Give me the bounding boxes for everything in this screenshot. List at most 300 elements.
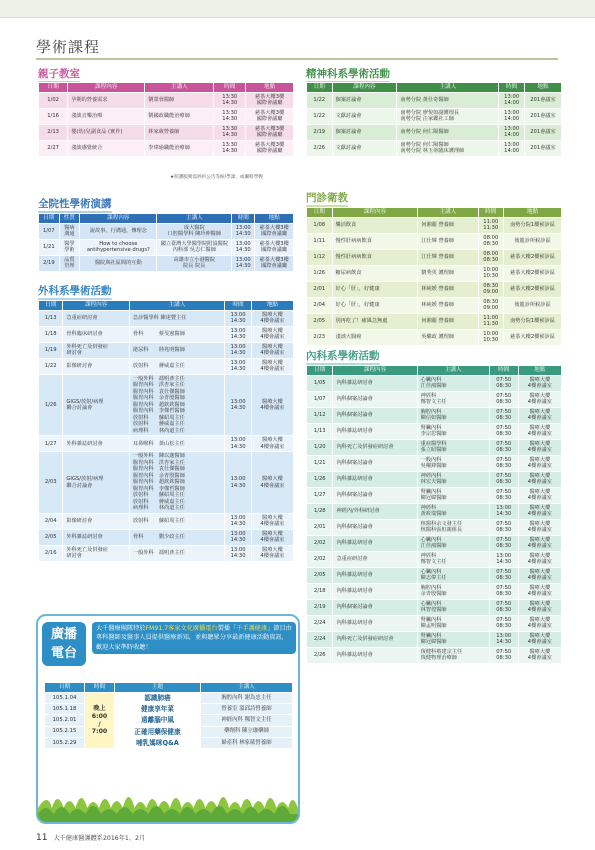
neike-cell: 胸腔內科 陳信如醫師 <box>417 407 489 423</box>
quanyuan-cell: 醫病 溝通 <box>59 223 80 239</box>
qinzi-cell: 劉榮蓉醫師 <box>145 92 214 108</box>
radio-date: 105.1.04 <box>45 692 85 703</box>
table-row <box>307 313 562 329</box>
menzhen-cell: 11:00 11:30 <box>478 313 504 329</box>
menzhen-cell: 劉秀英 護理師 <box>418 265 478 281</box>
waike-cell: 13:00 14:30 <box>225 436 252 452</box>
waike-cell: 醫療大樓 4樓會議室 <box>251 529 293 545</box>
jingshen-cell: 文獻討論會 <box>332 108 397 124</box>
neike-header-0: 日期 <box>307 366 333 376</box>
radio-header-date: 日期 <box>45 683 85 693</box>
quanyuan-cell: How to choose antihypertensive drugs? <box>80 239 157 255</box>
jingshen-header-2: 主講人 <box>397 83 499 93</box>
radio-logo-text: 廣播 電台 <box>50 627 77 661</box>
jingshen-cell: 13:00 14:00 <box>499 92 525 108</box>
qinzi-header-2: 主講人 <box>145 83 214 93</box>
section-title-jingshen: 精神科系學術活動 <box>306 68 390 81</box>
qinzi-cell: 慈茶大樓3樓 國際會議廳 <box>246 108 294 124</box>
qinzi-cell: 慈茶大樓3樓 國際會議廳 <box>246 92 294 108</box>
table-row <box>307 631 562 647</box>
waike-cell: GIGS/放射/病理 聯合討論會 <box>63 452 130 514</box>
quanyuan-header-5: 地點 <box>255 214 294 224</box>
radio-topic: 哺乳媽咪Q&A <box>115 737 201 748</box>
jingshen-cell: 13:00 14:00 <box>499 140 525 156</box>
table-row <box>39 374 294 436</box>
neike-cell: 2/18 <box>307 583 333 599</box>
table-row <box>39 140 294 156</box>
waike-cell: 放射科 蘇紹周主任 <box>129 513 224 529</box>
neike-cell: 1/12 <box>307 407 333 423</box>
neike-cell: 1/28 <box>307 503 333 519</box>
table-row <box>307 92 562 108</box>
neike-cell: 醫療大樓 4樓會議室 <box>518 455 561 471</box>
quanyuan-cell: 1/07 <box>39 223 60 239</box>
table-row <box>307 140 562 156</box>
table-row <box>39 108 294 124</box>
qinzi-cell: 慈茶大樓3樓 國際會議廳 <box>246 140 294 156</box>
neike-cell: 07:50 08:30 <box>489 535 518 551</box>
menzhen-cell: 1/26 <box>307 265 333 281</box>
quanyuan-cell: 醫院與社區間的互動 <box>80 255 157 271</box>
quanyuan-cell: 慈茶大樓3樓 國際會議廳 <box>255 223 294 239</box>
neike-cell: 心臟內科 林智徨醫師 <box>417 599 489 615</box>
waike-table <box>38 300 294 562</box>
neike-cell: 1/13 <box>307 423 333 439</box>
jingshen-cell: 201會議室 <box>524 108 561 124</box>
neike-cell: 胸腔內科 余青殷醫師 <box>417 583 489 599</box>
qinzi-cell: 淺談音樂治療 <box>68 108 145 124</box>
qinzi-cell: 2/13 <box>39 124 68 140</box>
neike-cell: 內科死亡及併發症研討會 <box>333 631 417 647</box>
neike-cell: 1/20 <box>307 439 333 455</box>
jingshen-cell: 201會議室 <box>524 92 561 108</box>
menzhen-cell: 江仕輝 營養師 <box>418 249 478 265</box>
waike-cell: 1/26 <box>39 374 63 436</box>
waike-cell: 一般外科 陳以迦醫師 腸胃內科 洪杏家主任 腸胃內科 袁仕傑醫師 腸胃內科 余青殷醫師 腸胃內科 趙欽欽醫師 腸胃內科 李傑哲醫師 放射科 蘇紹周主任 放射科 蔣威嘉主任 病理科 林尚道主任 <box>129 452 224 514</box>
waike-cell: 1/27 <box>39 436 63 452</box>
neike-cell: 1/05 <box>307 375 333 391</box>
neike-cell: 07:50 08:30 <box>489 439 518 455</box>
neike-cell: 醫療大樓 4樓會議室 <box>518 583 561 599</box>
qinzi-header-4: 地點 <box>246 83 294 93</box>
neike-header-3: 時間 <box>489 366 518 376</box>
radio-topic: 健康享年菜 <box>115 704 201 715</box>
radio-intro-text-2: 製播「 <box>217 625 237 632</box>
qinzi-cell: 慈茶大樓3樓 國際會議廳 <box>246 124 294 140</box>
section-title-qinzi: 親子教室 <box>38 68 80 81</box>
quanyuan-cell: 高雄市立小港醫院 院長 院長 <box>157 255 232 271</box>
waike-cell: 1/22 <box>39 358 63 374</box>
neike-cell: 13:00 14:30 <box>489 503 518 519</box>
table-row <box>307 551 562 567</box>
neike-table <box>306 365 562 664</box>
quanyuan-header-3: 主講人 <box>157 214 232 224</box>
quanyuan-cell: 品質 管理 <box>59 255 80 271</box>
qinzi-cell: 淺談感覺統合 <box>68 140 145 156</box>
jingshen-cell: 1/22 <box>307 108 333 124</box>
neike-cell: 內科雜誌研討會 <box>333 647 417 663</box>
qinzi-cell: 13:30 14:30 <box>214 108 246 124</box>
table-row <box>307 407 562 423</box>
neike-cell: 醫療大樓 4樓會議室 <box>518 615 561 631</box>
menzhen-cell: 08:00 08:30 <box>478 233 504 249</box>
neike-cell: 內科雜誌研討會 <box>333 471 417 487</box>
neike-cell: 醫療大樓 4樓會議室 <box>518 535 561 551</box>
jingshen-cell: 南勢分院 廖悅如副護理長 南勢分院 汪家鑑社工師 <box>397 108 499 124</box>
title-rule <box>36 58 558 60</box>
neike-cell: 1/27 <box>307 487 333 503</box>
menzhen-cell: 慢性肝病病飲食 <box>332 249 418 265</box>
radio-program-name: 千手護健康 <box>236 625 268 632</box>
menzhen-cell: 1/08 <box>307 217 333 233</box>
jingshen-cell: 13:00 14:00 <box>499 108 525 124</box>
qinzi-note: ★照護服務需經約公告等候/學課，或聯絡學輕 <box>170 175 263 180</box>
neike-cell: 07:50 08:30 <box>489 615 518 631</box>
quanyuan-cell: 說故事，行溝通，傳理念 <box>80 223 157 239</box>
menzhen-cell: 慈茶大樓2樓候診區 <box>504 329 562 345</box>
table-row <box>39 452 294 514</box>
jingshen-cell: 個案討論會 <box>332 92 397 108</box>
neike-cell: 腎臟內科 陳冠緯醫師 <box>417 631 489 647</box>
jingshen-cell: 南勢分院 何仁陽醫師 南勢分院 林玉蒂臨床護理師 <box>397 140 499 156</box>
table-row <box>45 715 293 726</box>
waike-cell: 骨科 蔡旻憲醫師 <box>129 326 224 342</box>
section-title-menzhen: 門診衛教 <box>306 192 348 205</box>
radio-program-box <box>36 614 300 824</box>
table-row <box>39 436 294 452</box>
neike-cell: 07:50 08:30 <box>489 407 518 423</box>
table-row <box>39 310 294 326</box>
jingshen-cell: 201會議室 <box>524 124 561 140</box>
neike-header-2: 主講人 <box>417 366 489 376</box>
quanyuan-header-2: 課程內容 <box>80 214 157 224</box>
table-row <box>307 391 562 407</box>
neike-cell: 2/19 <box>307 599 333 615</box>
quanyuan-cell: 13:00 14:30 <box>232 239 255 255</box>
neike-cell: 2/02 <box>307 535 333 551</box>
neike-cell: 2/26 <box>307 647 333 663</box>
neike-cell: 醫療大樓 4樓會議室 <box>518 519 561 535</box>
waike-cell: 急重症研討會 <box>63 310 130 326</box>
neike-cell: 1/21 <box>307 455 333 471</box>
table-row <box>39 239 294 255</box>
neike-cell: 腎臟內科 陳冠緯醫師 <box>417 487 489 503</box>
neike-cell: 內科個案討論會 <box>333 487 417 503</box>
menzhen-cell: 慈茶大樓2樓候診區 <box>504 265 562 281</box>
waike-cell: 13:00 14:30 <box>225 513 252 529</box>
jingshen-table <box>306 82 562 157</box>
jingshen-header-4: 地點 <box>524 83 561 93</box>
neike-cell: 內科雜誌研討會 <box>333 615 417 631</box>
menzhen-cell: 何湘麗 營養師 <box>418 313 478 329</box>
table-row <box>39 124 294 140</box>
page-number: 11 <box>36 833 48 843</box>
jingshen-header-0: 日期 <box>307 83 333 93</box>
menzhen-cell: 08:30 09:00 <box>478 281 504 297</box>
grass-decoration <box>38 786 298 822</box>
qinzi-cell: 13:30 14:30 <box>214 140 246 156</box>
neike-cell: 一般內科 吳曜鋒醫師 <box>417 455 489 471</box>
menzhen-cell: 林純媛 營養師 <box>418 297 478 313</box>
neike-cell: 醫療大樓 4樓會議室 <box>518 439 561 455</box>
table-row <box>307 519 562 535</box>
radio-date: 105.1.18 <box>45 704 85 715</box>
waike-cell: 醫療大樓 4樓會議室 <box>251 358 293 374</box>
jingshen-cell: 201會議室 <box>524 140 561 156</box>
radio-topic: 正確用藥保健康 <box>115 726 201 737</box>
waike-cell: GIGS/放射/病理 聯合討論會 <box>63 374 130 436</box>
waike-cell: 醫療大樓 4樓會議室 <box>251 452 293 514</box>
radio-header-speaker: 主講人 <box>201 683 293 693</box>
qinzi-cell: 1/02 <box>39 92 68 108</box>
menzhen-cell: 2/04 <box>307 297 333 313</box>
waike-cell: 1/19 <box>39 342 63 358</box>
radio-intro <box>92 622 296 654</box>
menzhen-header-0: 日期 <box>307 208 333 218</box>
qinzi-cell: 13:30 14:30 <box>214 124 246 140</box>
qinzi-cell: 13:30 14:30 <box>214 92 246 108</box>
neike-cell: 13:00 14:30 <box>489 551 518 567</box>
menzhen-cell: 淺談大腸癌 <box>332 329 418 345</box>
neike-cell: 核醫科余文發主任 核醫科張桓親組長 <box>417 519 489 535</box>
neike-cell: 醫療大樓 4樓會議室 <box>518 375 561 391</box>
neike-cell: 內科雜誌研討會 <box>333 567 417 583</box>
menzhen-table <box>306 207 562 346</box>
menzhen-cell: 慈茶大樓2樓候診區 <box>504 281 562 297</box>
waike-cell: 2/03 <box>39 452 63 514</box>
waike-cell: 醫療大樓 4樓會議室 <box>251 513 293 529</box>
menzhen-cell: 慢性肝病病飲食 <box>332 233 418 249</box>
radio-speaker: 藥劑科 陳立珈藥師 <box>201 726 293 737</box>
waike-cell: 放射科 蔣威嘉主任 <box>129 358 224 374</box>
table-row <box>307 329 562 345</box>
quanyuan-header-4: 時間 <box>232 214 255 224</box>
neike-cell: 2/24 <box>307 631 333 647</box>
neike-cell: 07:50 08:30 <box>489 471 518 487</box>
qinzi-cell: 林家葳營養師 <box>145 124 214 140</box>
waike-cell: 13:00 14:30 <box>225 358 252 374</box>
neike-cell: 醫療大樓 4樓會議室 <box>518 471 561 487</box>
quanyuan-cell: 國立臺灣大學醫學院附設醫院 內科部 吳志仁醫師 <box>157 239 232 255</box>
waike-cell: 耳鼻喉科 黃山松主任 <box>129 436 224 452</box>
neike-cell: 重症醫學科 張立昭醫師 <box>417 439 489 455</box>
menzhen-cell: 11:00 11:30 <box>478 217 504 233</box>
menzhen-cell: 10:00 10:30 <box>478 265 504 281</box>
waike-cell: 醫療大樓 4樓會議室 <box>251 545 293 561</box>
menzhen-cell: 後龍診所候診區 <box>504 233 562 249</box>
jingshen-cell: 13:00 14:00 <box>499 124 525 140</box>
table-row <box>307 647 562 663</box>
radio-speaker: 營養室 溫邱詩營養師 <box>201 704 293 715</box>
menzhen-cell: 08:00 08:30 <box>478 249 504 265</box>
radio-time: 晚上 6:00 / 7:00 <box>85 692 115 748</box>
waike-cell: 醫療大樓 4樓會議室 <box>251 342 293 358</box>
table-row <box>307 439 562 455</box>
qinzi-cell: 劉國政職能治療師 <box>145 108 214 124</box>
menzhen-header-4: 地點 <box>504 208 562 218</box>
waike-cell: 13:00 14:30 <box>225 452 252 514</box>
neike-cell: 急重症研討會 <box>333 551 417 567</box>
table-row <box>307 487 562 503</box>
quanyuan-header-1: 性質 <box>59 214 80 224</box>
quanyuan-cell: 2/19 <box>39 255 60 271</box>
jingshen-cell: 文獻討論會 <box>332 140 397 156</box>
neike-cell: 內科個案討論會 <box>333 391 417 407</box>
waike-cell: 外科雜誌研討會 <box>63 529 130 545</box>
quanyuan-cell: 慈茶大樓3樓 國際會議廳 <box>255 255 294 271</box>
menzhen-cell: 好心「肝」，好健康 <box>332 297 418 313</box>
waike-cell: 1/18 <box>39 326 63 342</box>
table-row <box>307 567 562 583</box>
menzhen-cell: 糖尿病飲食 <box>332 265 418 281</box>
waike-cell: 外科雜誌研討會 <box>63 436 130 452</box>
neike-cell: 07:50 08:30 <box>489 455 518 471</box>
waike-cell: 13:00 14:30 <box>225 326 252 342</box>
radio-station-name: FM91.7客家文化廣播電台 <box>145 625 218 632</box>
quanyuan-cell: 13:00 14:30 <box>232 255 255 271</box>
table-row <box>307 297 562 313</box>
neike-cell: 醫療大樓 4樓會議室 <box>518 391 561 407</box>
neike-cell: 07:50 08:30 <box>489 567 518 583</box>
radio-date: 105.2.01 <box>45 715 85 726</box>
neike-cell: 醫療大樓 4樓會議室 <box>518 487 561 503</box>
neike-cell: 醫療大樓 4樓會議室 <box>518 503 561 519</box>
table-row <box>307 281 562 297</box>
waike-cell: 2/05 <box>39 529 63 545</box>
neike-cell: 1/07 <box>307 391 333 407</box>
neike-cell: 神經內/外科研討會 <box>333 503 417 519</box>
radio-speaker: 神經內科 鄭智文主任 <box>201 715 293 726</box>
waike-cell: 骨科 劉少政主任 <box>129 529 224 545</box>
neike-cell: 內科個案討論會 <box>333 455 417 471</box>
neike-cell: 2/05 <box>307 567 333 583</box>
neike-cell: 心臟內科 陳志偉主任 <box>417 567 489 583</box>
waike-cell: 醫療大樓 4樓會議室 <box>251 310 293 326</box>
waike-cell: 13:00 14:30 <box>225 529 252 545</box>
waike-cell: 醫療大樓 4樓會議室 <box>251 374 293 436</box>
neike-header-4: 地點 <box>518 366 561 376</box>
neike-cell: 神經內科 林宏夫醫師 <box>417 471 489 487</box>
table-row <box>39 326 294 342</box>
waike-cell: 1/13 <box>39 310 63 326</box>
neike-cell: 07:50 08:30 <box>489 599 518 615</box>
neike-cell: 2/02 <box>307 551 333 567</box>
waike-cell: 外科死亡及併發症 研討會 <box>63 342 130 358</box>
waike-header-2: 主講人 <box>129 301 224 311</box>
neike-cell: 醫療大樓 4樓會議室 <box>518 551 561 567</box>
table-row <box>39 529 294 545</box>
menzhen-cell: 樂活飲食 <box>332 217 418 233</box>
waike-cell: 一般外科 馮明彥主任 <box>129 545 224 561</box>
header-band <box>0 0 595 18</box>
neike-cell: 內科死亡及併發症研討會 <box>333 439 417 455</box>
neike-cell: 心臟內科 江佳鴻醫師 <box>417 375 489 391</box>
table-row <box>307 108 562 124</box>
table-row <box>307 615 562 631</box>
table-row <box>307 471 562 487</box>
neike-cell: 內科雜誌研討會 <box>333 375 417 391</box>
waike-cell: 13:00 14:30 <box>225 374 252 436</box>
neike-cell: 內科個案討論會 <box>333 519 417 535</box>
neike-cell: 07:50 08:30 <box>489 423 518 439</box>
neike-cell: 醫療大樓 4樓會議室 <box>518 647 561 663</box>
radio-speaker: 婦產科 林家葳營養師 <box>201 737 293 748</box>
table-row <box>307 599 562 615</box>
menzhen-cell: 1/12 <box>307 249 333 265</box>
table-row <box>307 455 562 471</box>
table-row <box>45 704 293 715</box>
neike-cell: 醫療大樓 4樓會議室 <box>518 407 561 423</box>
menzhen-cell: 2/23 <box>307 329 333 345</box>
section-title-quanyuan: 全院性學術演講 <box>38 198 112 211</box>
waike-cell: 13:00 14:30 <box>225 310 252 326</box>
menzhen-cell: 林純媛 營養師 <box>418 281 478 297</box>
table-row <box>307 217 562 233</box>
radio-speaker: 胸腔內科 謝為忠主任 <box>201 692 293 703</box>
neike-cell: 07:50 08:30 <box>489 487 518 503</box>
footer-text: 大千健康醫護體系2016年1、2月 <box>53 835 146 842</box>
table-row <box>307 503 562 519</box>
jingshen-cell: 1/22 <box>307 92 333 108</box>
table-row <box>39 92 294 108</box>
menzhen-cell: 好心「肝」，好健康 <box>332 281 418 297</box>
menzhen-header-3: 時間 <box>478 208 504 218</box>
waike-header-1: 課程內容 <box>63 301 130 311</box>
table-row <box>307 265 562 281</box>
table-row <box>307 535 562 551</box>
radio-intro-text-1: 大千醫療團隊特於 <box>96 625 146 632</box>
table-row <box>307 583 562 599</box>
page-title: 學術課程 <box>36 38 101 56</box>
neike-cell: 醫療大樓 4樓會議室 <box>518 599 561 615</box>
menzhen-cell: 慈茶大樓2樓候診區 <box>504 249 562 265</box>
neike-cell: 2/01 <box>307 519 333 535</box>
neike-cell: 內科個案討論會 <box>333 407 417 423</box>
menzhen-cell: 何湘麗 營養師 <box>418 217 478 233</box>
page-footer <box>36 833 145 844</box>
neike-cell: 2/24 <box>307 615 333 631</box>
waike-cell: 2/04 <box>39 513 63 529</box>
section-title-neike: 內科系學術活動 <box>306 350 380 363</box>
qinzi-cell: 孕期的營養需求 <box>68 92 145 108</box>
menzhen-cell: 1/11 <box>307 233 333 249</box>
table-row <box>307 249 562 265</box>
qinzi-cell: 2/27 <box>39 140 68 156</box>
menzhen-cell: 2/05 <box>307 313 333 329</box>
table-row <box>39 358 294 374</box>
waike-cell: 泌尿科 陸兆明醫師 <box>129 342 224 358</box>
waike-cell: 13:00 14:30 <box>225 545 252 561</box>
qinzi-header-3: 時間 <box>214 83 246 93</box>
radio-date: 105.2.29 <box>45 737 85 748</box>
quanyuan-cell: 13:00 14:30 <box>232 223 255 239</box>
quanyuan-table <box>38 213 294 272</box>
menzhen-header-1: 課程內容 <box>332 208 418 218</box>
neike-cell: 醫療大樓 4樓會議室 <box>518 567 561 583</box>
menzhen-cell: 08:30 09:00 <box>478 297 504 313</box>
table-row <box>39 513 294 529</box>
neike-cell: 內科個案討論會 <box>333 599 417 615</box>
radio-topic: 遠離腦中風 <box>115 715 201 726</box>
menzhen-cell: 吳繼政 護理師 <box>418 329 478 345</box>
neike-cell: 07:50 08:30 <box>489 391 518 407</box>
neike-cell: 醫療大樓 4樓會議室 <box>518 423 561 439</box>
waike-cell: 影像研討會 <box>63 358 130 374</box>
waike-cell: 醫療大樓 4樓會議室 <box>251 326 293 342</box>
jingshen-cell: 南勢分院 黃仕奇醫師 <box>397 92 499 108</box>
qinzi-header-1: 課程內容 <box>68 83 145 93</box>
neike-cell: 07:50 08:30 <box>489 375 518 391</box>
